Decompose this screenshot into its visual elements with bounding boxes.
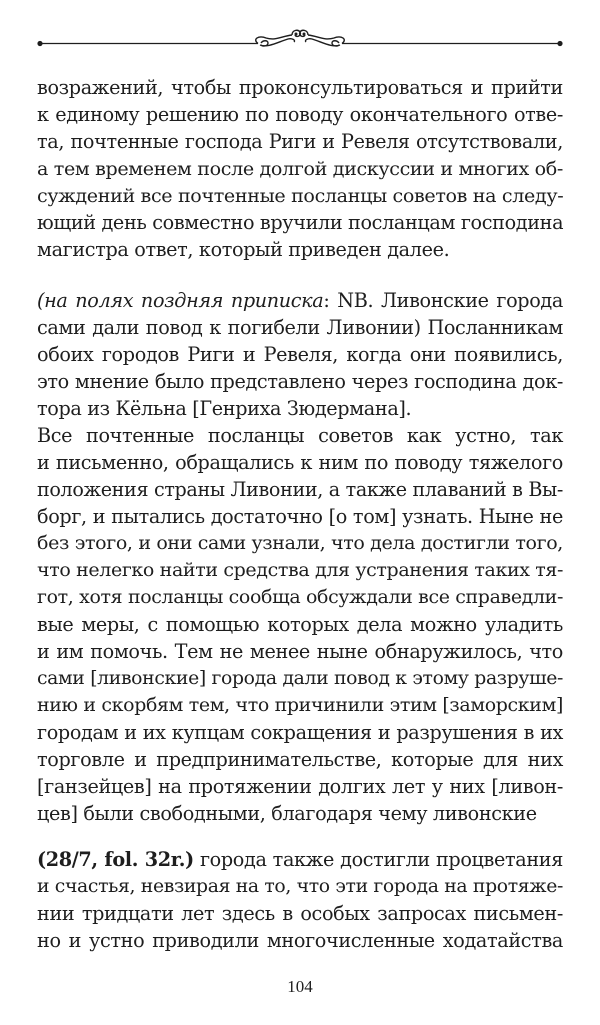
text-line: и письменно, обращались к ним по поводу тяжелого (37, 451, 563, 474)
text-line: суждений все почтенные посланцы советов на следу- (37, 184, 564, 207)
text-line-marginal-note (37, 287, 563, 314)
text-line: та, почтенные господа Риги и Ревеля отсутствовали, (37, 130, 563, 153)
folio-reference: (28/7, fol. 32r.) (37, 848, 194, 871)
text-line: и счастья, невзирая на то, что эти города на протяже- (37, 876, 563, 897)
text-line: борг, и пытались достаточно [о том] узнать. Ныне не (37, 505, 563, 528)
text-line: нию и скорбям тем, что причинили этим [заморским] (37, 694, 563, 716)
text-line: без этого, и они сами узнали, что дела достигли того, (37, 532, 563, 554)
marginal-note-label: (на полях поздняя приписка (37, 289, 324, 312)
text-line: положения страны Ливонии, а также плаваний в Вы- (37, 478, 563, 501)
text-line: гот, хотя посланцы сообща обсуждали все справедли- (37, 586, 563, 608)
text-line: Все почтенные посланцы советов как устно, так (37, 424, 563, 447)
text-line: торговле и предпринимательстве, которые для них (37, 748, 563, 771)
text-line: и им помочь. Тем не менее ныне обнаружилось, что (37, 640, 563, 663)
text-line: обоих городов Риги и Ревеля, когда они появились, (37, 343, 563, 366)
paragraph-3 (37, 846, 563, 954)
text-line: тора из Кёльна [Генриха Зюдермана]. (37, 397, 412, 420)
folio-text: города также достигли процветания (193, 848, 563, 871)
text-line: [ганзейцев] на протяжении долгих лет у них [ливон- (37, 775, 563, 798)
text-line: но и устно приводили многочисленные ходатайства (37, 929, 563, 952)
text-line: ющий день совместно вручили посланцам господина (37, 211, 564, 234)
paragraph-2 (37, 287, 563, 827)
text-line: цев] были свободными, благодаря чему ливонские (37, 802, 537, 825)
ornamental-divider (30, 28, 570, 58)
scroll-ornament-icon (37, 30, 562, 46)
text-line: что нелегко найти средства для устранения таких тя- (37, 559, 564, 581)
marginal-note-text: : NB. Ливонские города (323, 289, 563, 312)
text-line: возражений, чтобы проконсультироваться и прийти (37, 76, 563, 99)
text-line: городам и их купцам сокращения и разрушения в их (37, 721, 563, 744)
page-number: 104 (287, 977, 313, 996)
text-line: сами [ливонские] города дали повод к этому разруше- (37, 668, 563, 689)
text-line: сами дали повод к погибели Ливонии) Посланникам (37, 316, 563, 339)
text-line: это мнение было представлено через господина док- (37, 370, 563, 393)
text-line-folio-reference (37, 846, 563, 873)
paragraph-1 (37, 74, 563, 263)
text-line: к единому решению по поводу окончательного отве- (37, 103, 563, 126)
text-line: нии тридцати лет здесь в особых запросах письмен- (37, 902, 563, 925)
text-line: магистра ответ, который приведен далее. (37, 238, 450, 261)
text-line: вые меры, с помощью которых дела можно уладить (37, 613, 563, 636)
text-line: а тем временем после долгой дискуссии и многих об- (37, 157, 563, 180)
